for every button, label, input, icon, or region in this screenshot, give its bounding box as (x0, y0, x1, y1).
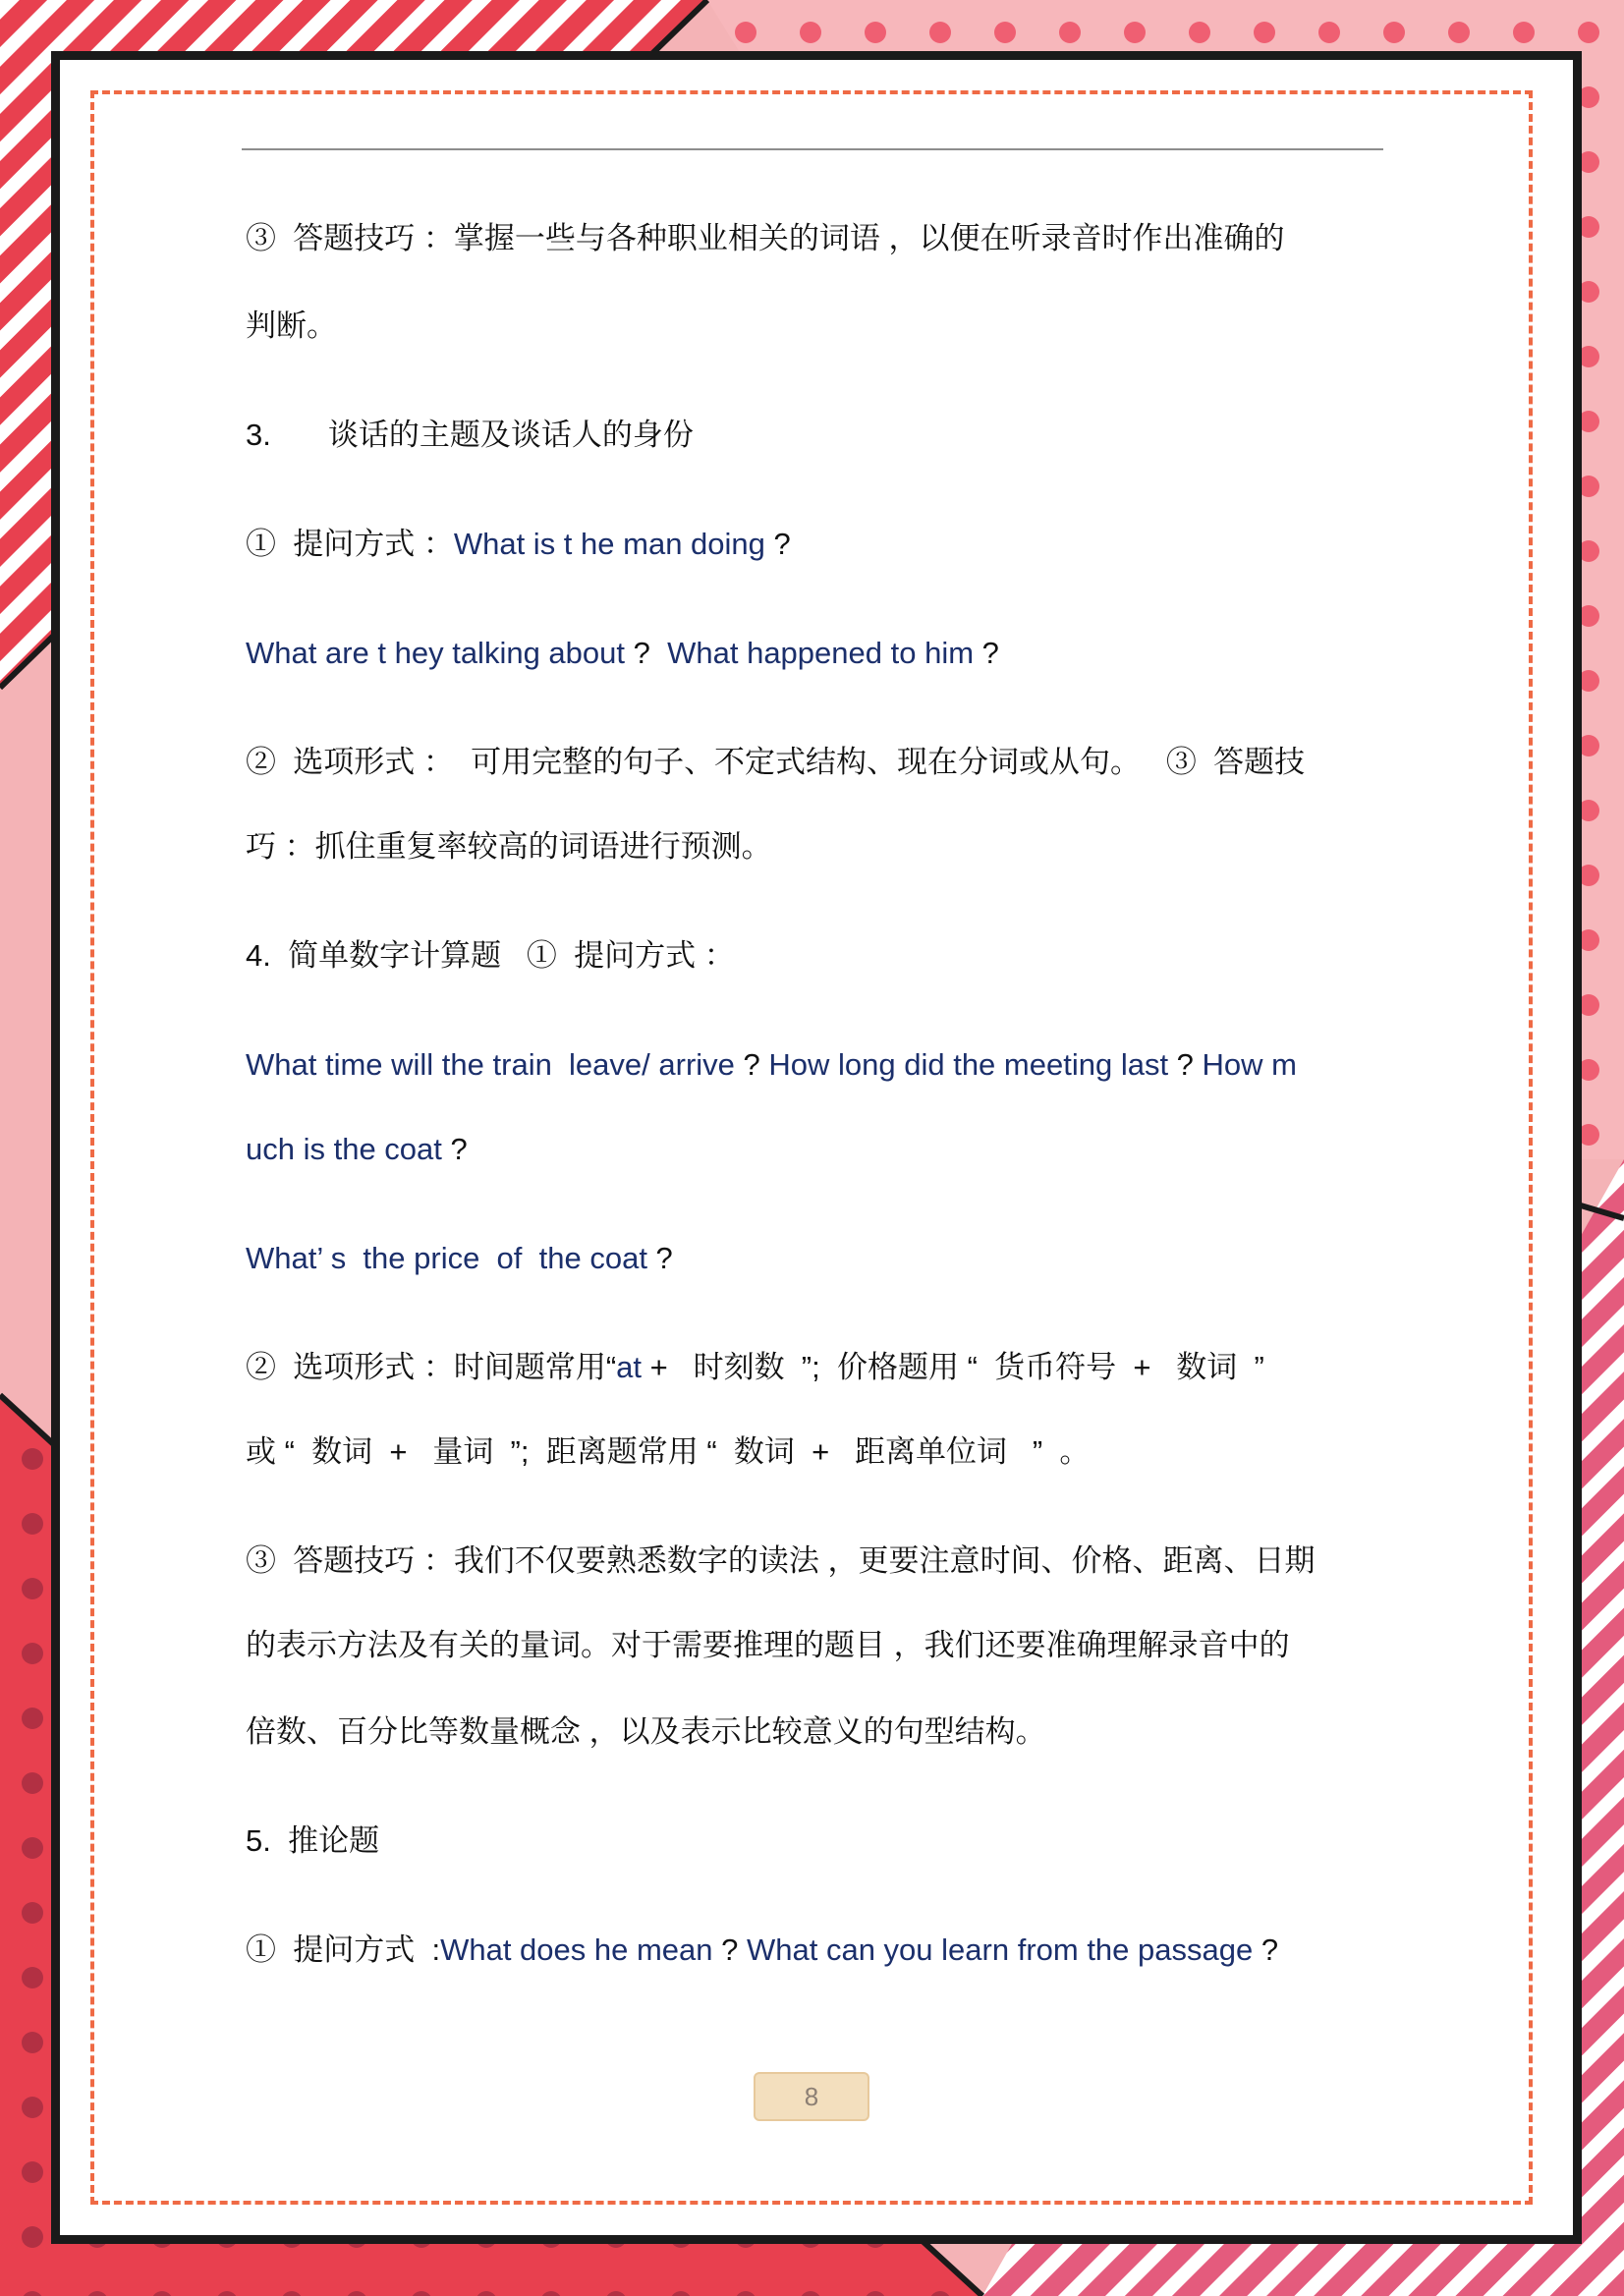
page-number: 8 (754, 2072, 869, 2121)
paragraph-line: uch is the coat ? (246, 1132, 468, 1166)
paragraph-line: ③ 答题技巧 ：我们不仅要熟悉数字的读法 ，更要注意时间、价格、距离、日期 (246, 1543, 1316, 1578)
paragraph-line: What time will the train leave/ arrive ? How long did the meeting last ? How m (246, 1047, 1297, 1082)
paragraph-line: 巧 ：抓住重复率较高的词语进行预测。 (246, 829, 772, 864)
paragraph-line: 判断。 (246, 308, 337, 343)
paragraph-line: 或 “ 数词 + 量词 ”; 距离题常用 “ 数词 + 距离单位词 ” 。 (246, 1434, 1091, 1469)
section-heading-5: 5. 推论题 (246, 1823, 380, 1858)
paragraph-line: What’ s the price of the coat ? (246, 1241, 673, 1275)
paragraph-line: ① 提问方式 :What does he mean ? What can you learn from the passage ? (246, 1932, 1279, 1967)
paragraph-line: ② 选项形式 ：时间题常用“at + 时刻数 ”; 价格题用 “ 货币符号 + 数词 ” (246, 1350, 1264, 1384)
paragraph-line: What are t hey talking about ? What happened to him ? (246, 636, 999, 670)
header-rule (242, 148, 1383, 150)
paragraph-line: 倍数、百分比等数量概念 ，以及表示比较意义的句型结构。 (246, 1714, 1046, 1749)
paragraph-line: ① 提问方式 ：What is t he man doing ? (246, 527, 791, 561)
section-heading-4: 4. 简单数字计算题 ① 提问方式 ： (246, 938, 735, 973)
paragraph-line: 的表示方法及有关的量词。对于需要推理的题目 ，我们还要准确理解录音中的 (246, 1628, 1290, 1662)
section-heading-3: 3. 谈话的主题及谈话人的身份 (246, 418, 694, 452)
paragraph-line: ③ 答题技巧 ：掌握一些与各种职业相关的词语 ，以便在听录音时作出准确的 (246, 221, 1285, 255)
paragraph-line: ② 选项形式 ： 可用完整的句子、不定式结构、现在分词或从句。 ③ 答题技 (246, 745, 1306, 779)
